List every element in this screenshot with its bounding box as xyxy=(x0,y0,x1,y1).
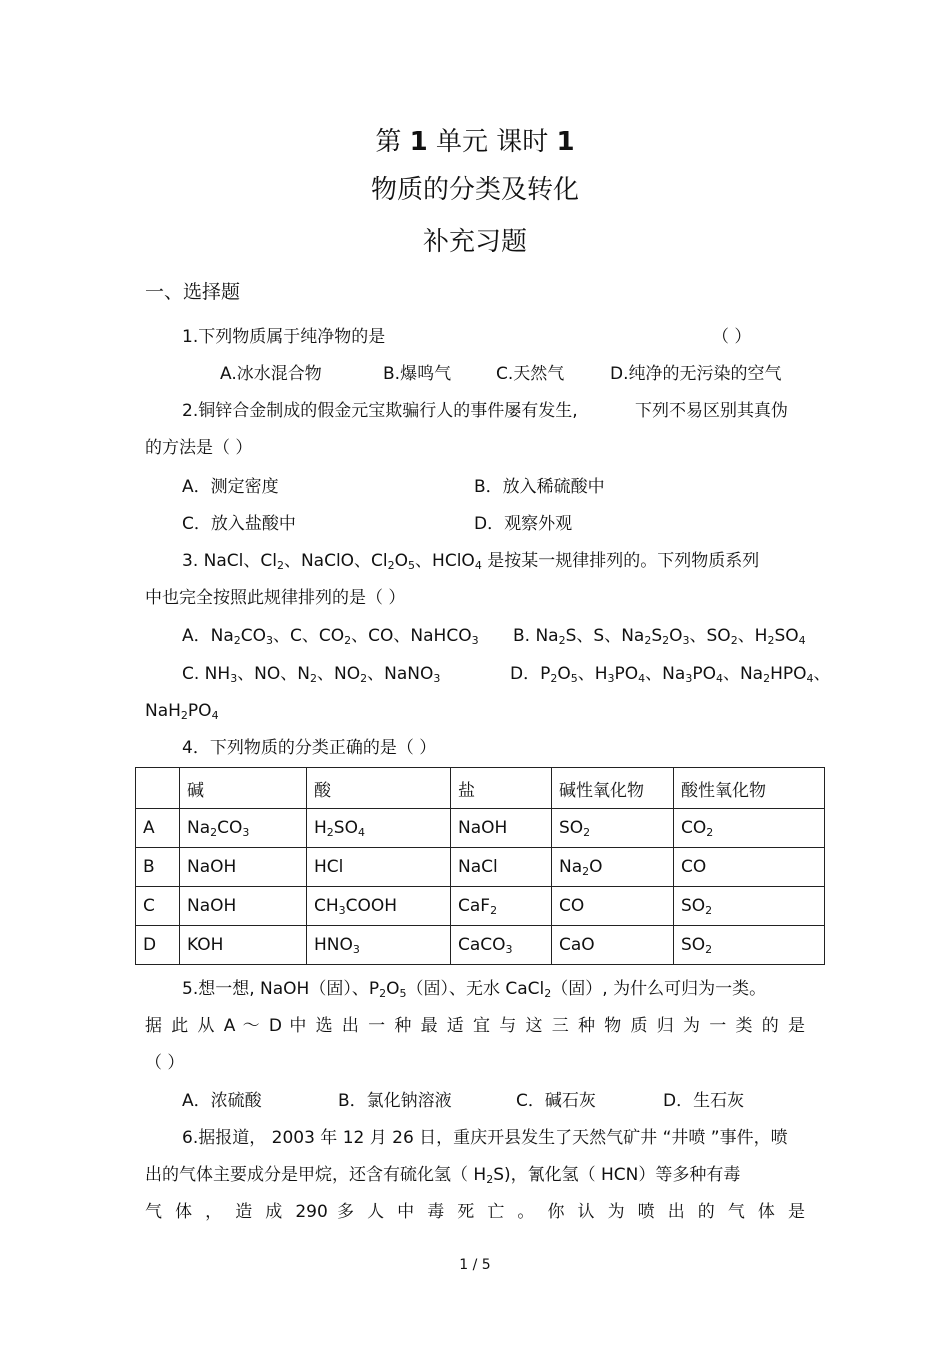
q5-option-c: C．碱石灰 xyxy=(516,1091,596,1111)
table-cell: B xyxy=(136,848,180,887)
q4-stem: 4．下列物质的分类正确的是（ ） xyxy=(182,738,437,758)
table-cell: D xyxy=(136,926,180,965)
table-cell: NaOH xyxy=(180,887,307,926)
table-header-cell: 酸 xyxy=(307,768,451,809)
q6-line-3: 气 体 ， 造 成 290 多 人 中 毒 死 亡 。 你 认 为 喷 出 的 气 体 是 xyxy=(145,1202,805,1222)
table-header-cell xyxy=(136,768,180,809)
table-header-cell: 碱性氧化物 xyxy=(552,768,674,809)
q1-option-b: B.爆鸣气 xyxy=(383,364,452,384)
table-cell: CO2 xyxy=(674,809,825,848)
table-cell: CaO xyxy=(552,926,674,965)
table-row xyxy=(136,848,825,887)
table-cell: HNO3 xyxy=(307,926,451,965)
q5-stem-line-3: （ ） xyxy=(145,1053,185,1073)
q1-option-c: C.天然气 xyxy=(496,364,565,384)
table-header-cell: 盐 xyxy=(451,768,552,809)
q2-stem-line-2: 的方法是（ ） xyxy=(145,438,253,458)
table-cell: CaCO3 xyxy=(451,926,552,965)
page-number: 1 / 5 xyxy=(459,1257,491,1273)
table-cell: SO2 xyxy=(552,809,674,848)
table-cell: KOH xyxy=(180,926,307,965)
table-row xyxy=(136,926,825,965)
q1-option-d: D.纯净的无污染的空气 xyxy=(610,364,782,384)
q3-option-b: B. Na2S、S、Na2S2O3、SO2、H2SO4 xyxy=(513,626,806,647)
q2-option-a: A．测定密度 xyxy=(182,477,279,497)
q6-line-1: 6.据报道， 2003 年 12 月 26 日，重庆开县发生了天然气矿井 “井喷 ”事件，喷 xyxy=(182,1128,788,1148)
q5-stem-line-1: 5.想一想, NaOH（固）、P2O5（固）、无水 CaCl2（固）, 为什么可归为一类。 xyxy=(182,979,767,1000)
table-header-cell: 酸性氧化物 xyxy=(674,768,825,809)
title-line-1: 第 1 单元 课时 1 xyxy=(375,127,575,157)
table-cell: SO2 xyxy=(674,887,825,926)
q3-stem-line-2: 中也完全按照此规律排列的是（ ） xyxy=(145,588,406,608)
q2-stem-line-1b: 下列不易区别其真伪 xyxy=(635,401,788,421)
table-cell: C xyxy=(136,887,180,926)
q3-stem-line-1: 3. NaCl、Cl2、NaClO、Cl2O5、HClO4 是按某一规律排列的。下列物质系列 xyxy=(182,551,760,572)
q3-option-c: C. NH3、NO、N2、NO2、NaNO3 xyxy=(182,664,441,685)
q2-option-d: D．观察外观 xyxy=(474,514,573,534)
q2-stem-line-1a: 2.铜锌合金制成的假金元宝欺骗行人的事件屡有发生, xyxy=(182,401,578,421)
classification-table xyxy=(135,767,825,965)
table-cell: HCl xyxy=(307,848,451,887)
table-cell: NaOH xyxy=(451,809,552,848)
table-cell: CO xyxy=(552,887,674,926)
q1-stem: 1.下列物质属于纯净物的是 xyxy=(182,327,386,347)
table-header-row xyxy=(136,768,825,809)
title-line-2: 物质的分类及转化 xyxy=(370,175,579,205)
q5-option-a: A．浓硫酸 xyxy=(182,1091,262,1111)
table-cell: CH3COOH xyxy=(307,887,451,926)
table-cell: CaF2 xyxy=(451,887,552,926)
q2-option-b: B．放入稀硫酸中 xyxy=(474,477,605,497)
table-cell: A xyxy=(136,809,180,848)
q1-option-a: A.冰水混合物 xyxy=(220,364,322,384)
section-heading: 一、选择题 xyxy=(145,281,241,303)
table-cell: NaOH xyxy=(180,848,307,887)
table-cell: NaCl xyxy=(451,848,552,887)
table-cell: Na2O xyxy=(552,848,674,887)
table-cell: SO2 xyxy=(674,926,825,965)
q3-option-d: D．P2O5、H3PO4、Na3PO4、Na2HPO4、 xyxy=(510,664,831,685)
table-cell: H2SO4 xyxy=(307,809,451,848)
q2-option-c: C．放入盐酸中 xyxy=(182,514,296,534)
table-header-cell: 碱 xyxy=(180,768,307,809)
q6-line-2: 出的气体主要成分是甲烷，还含有硫化氢（ H2S)，氰化氢（ HCN）等多种有毒 xyxy=(145,1165,741,1186)
table-row xyxy=(136,887,825,926)
q1-answer-paren: （ ） xyxy=(712,327,752,347)
q5-stem-line-2: 据 此 从 A ～ D 中 选 出 一 种 最 适 宜 与 这 三 种 物 质 归 为 一 类 的 是 xyxy=(145,1016,805,1036)
q3-option-a: A．Na2CO3、C、CO2、CO、NaHCO3 xyxy=(182,626,479,647)
table-cell: CO xyxy=(674,848,825,887)
q3-option-d-continued: NaH2PO4 xyxy=(145,701,219,722)
q5-option-d: D．生石灰 xyxy=(663,1091,745,1111)
table-cell: Na2CO3 xyxy=(180,809,307,848)
table-row xyxy=(136,809,825,848)
title-line-3: 补充习题 xyxy=(422,227,527,257)
q5-option-b: B．氯化钠溶液 xyxy=(338,1091,452,1111)
